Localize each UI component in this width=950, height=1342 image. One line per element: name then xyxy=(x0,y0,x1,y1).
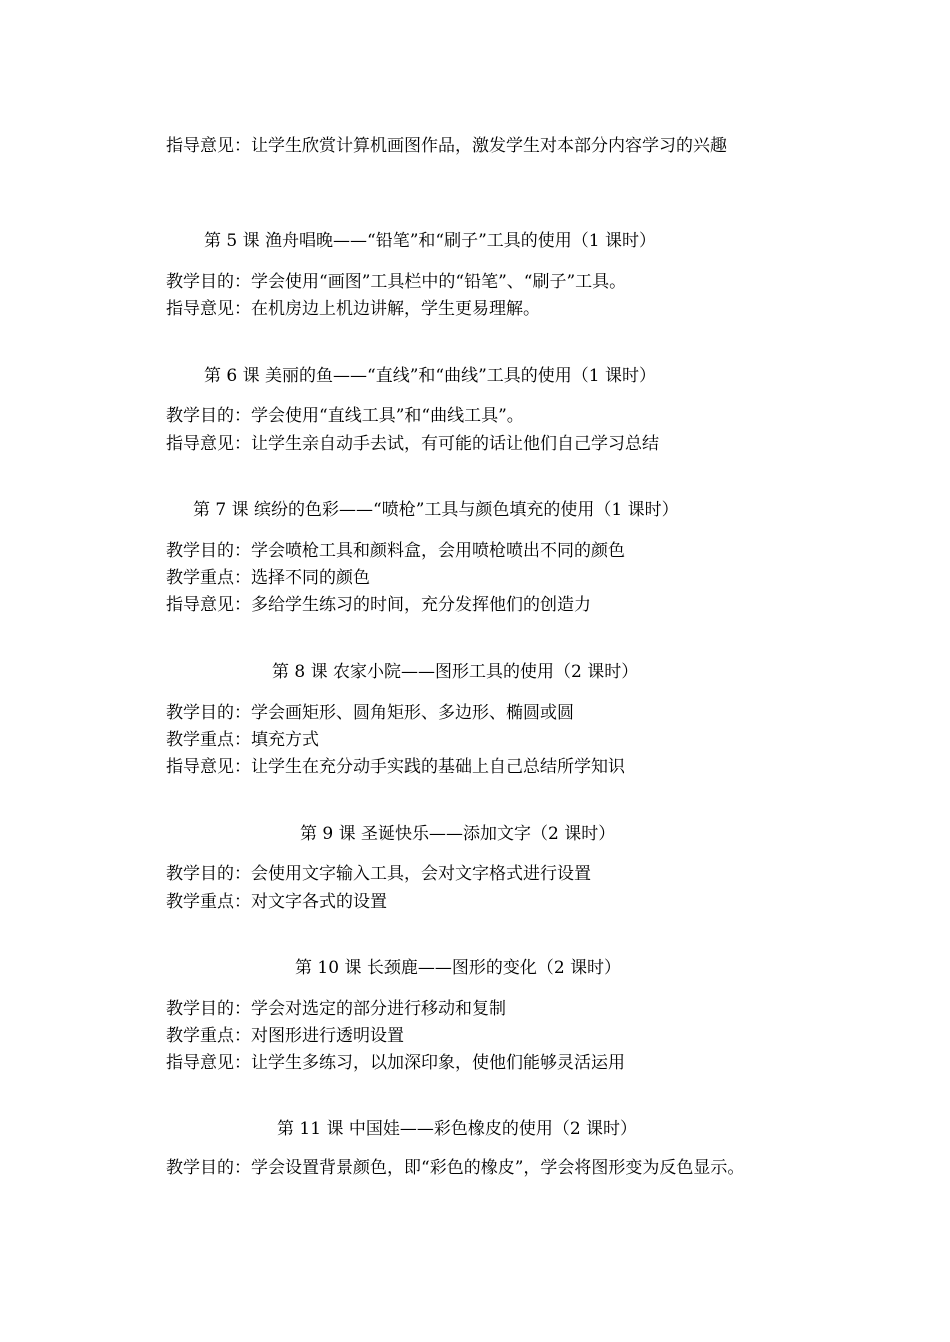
lesson-9-line-1: 教学目的：会使用文字输入工具，会对文字格式进行设置 xyxy=(166,864,591,884)
lesson-9-line-2: 教学重点：对文字各式的设置 xyxy=(166,892,387,912)
lesson-7-line-3: 指导意见：多给学生练习的时间，充分发挥他们的创造力 xyxy=(166,595,591,615)
lesson-11-line-1: 教学目的：学会设置背景颜色，即“彩色的橡皮”，学会将图形变为反色显示。 xyxy=(166,1158,745,1178)
lesson-10-title: 第 10 课 长颈鹿——图形的变化（2 课时） xyxy=(295,958,622,978)
lesson-6-line-2: 指导意见：让学生亲自动手去试，有可能的话让他们自己学习总结 xyxy=(166,434,659,454)
lesson-8-line-3: 指导意见：让学生在充分动手实践的基础上自己总结所学知识 xyxy=(166,757,625,777)
lesson-6-title: 第 6 课 美丽的鱼——“直线”和“曲线”工具的使用（1 课时） xyxy=(204,366,657,386)
lesson-8-title: 第 8 课 农家小院——图形工具的使用（2 课时） xyxy=(272,662,639,682)
lesson-10-line-2: 教学重点：对图形进行透明设置 xyxy=(166,1026,404,1046)
lesson-5-title: 第 5 课 渔舟唱晚——“铅笔”和“刷子”工具的使用（1 课时） xyxy=(204,231,657,251)
lesson-8-line-1: 教学目的：学会画矩形、圆角矩形、多边形、椭圆或圆 xyxy=(166,703,574,723)
lesson-8-line-2: 教学重点：填充方式 xyxy=(166,730,319,750)
lesson-10-line-3: 指导意见：让学生多练习，以加深印象，使他们能够灵活运用 xyxy=(166,1053,625,1073)
lesson-9-title: 第 9 课 圣诞快乐——添加文字（2 课时） xyxy=(300,824,616,844)
lesson-7-title: 第 7 课 缤纷的色彩——“喷枪”工具与颜色填充的使用（1 课时） xyxy=(193,500,679,520)
lesson-10-line-1: 教学目的：学会对选定的部分进行移动和复制 xyxy=(166,999,506,1019)
lesson-5-line-2: 指导意见：在机房边上机边讲解，学生更易理解。 xyxy=(166,299,540,319)
lesson-7-line-2: 教学重点：选择不同的颜色 xyxy=(166,568,370,588)
lesson-6-line-1: 教学目的：学会使用“直线工具”和“曲线工具”。 xyxy=(166,406,524,426)
lesson-5-line-1: 教学目的：学会使用“画图”工具栏中的“铅笔”、“刷子”工具。 xyxy=(166,272,627,292)
intro-guidance: 指导意见：让学生欣赏计算机画图作品，激发学生对本部分内容学习的兴趣 xyxy=(166,136,727,156)
lesson-11-title: 第 11 课 中国娃——彩色橡皮的使用（2 课时） xyxy=(277,1119,638,1139)
lesson-7-line-1: 教学目的：学会喷枪工具和颜料盒，会用喷枪喷出不同的颜色 xyxy=(166,541,625,561)
